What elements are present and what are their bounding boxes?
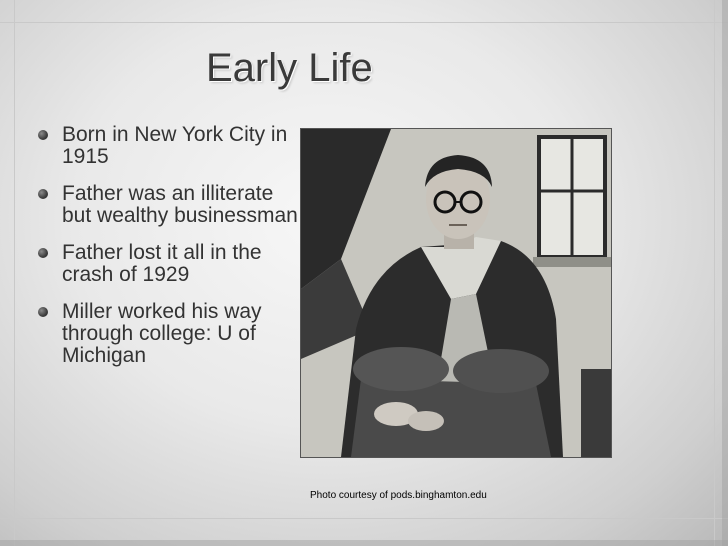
portrait-photo <box>300 128 612 458</box>
bullet-item <box>36 242 298 286</box>
bullet-dot-icon <box>38 130 48 140</box>
frame-line-left <box>14 0 15 546</box>
bullet-list <box>36 124 298 382</box>
slide-title: Early Life <box>206 46 373 90</box>
edge-shadow-right <box>722 0 728 546</box>
portrait-illustration <box>301 129 611 457</box>
frame-line-right <box>714 0 715 546</box>
bullet-text: Miller worked his way through college: U of Michigan <box>62 300 262 367</box>
bullet-text: Born in New York City in 1915 <box>62 123 288 168</box>
frame-line-bottom <box>0 518 728 519</box>
bullet-item <box>36 301 298 367</box>
bullet-text: Father was an illiterate but wealthy businessman <box>62 182 298 227</box>
photo-caption: Photo courtesy of pods.binghamton.edu <box>310 490 487 501</box>
bullet-item <box>36 183 298 227</box>
edge-shadow-bottom <box>0 540 728 546</box>
bullet-text: Father lost it all in the crash of 1929 <box>62 241 262 286</box>
bullet-dot-icon <box>38 307 48 317</box>
bullet-item <box>36 124 298 168</box>
bullet-dot-icon <box>38 189 48 199</box>
frame-line-top <box>0 22 728 23</box>
bullet-dot-icon <box>38 248 48 258</box>
